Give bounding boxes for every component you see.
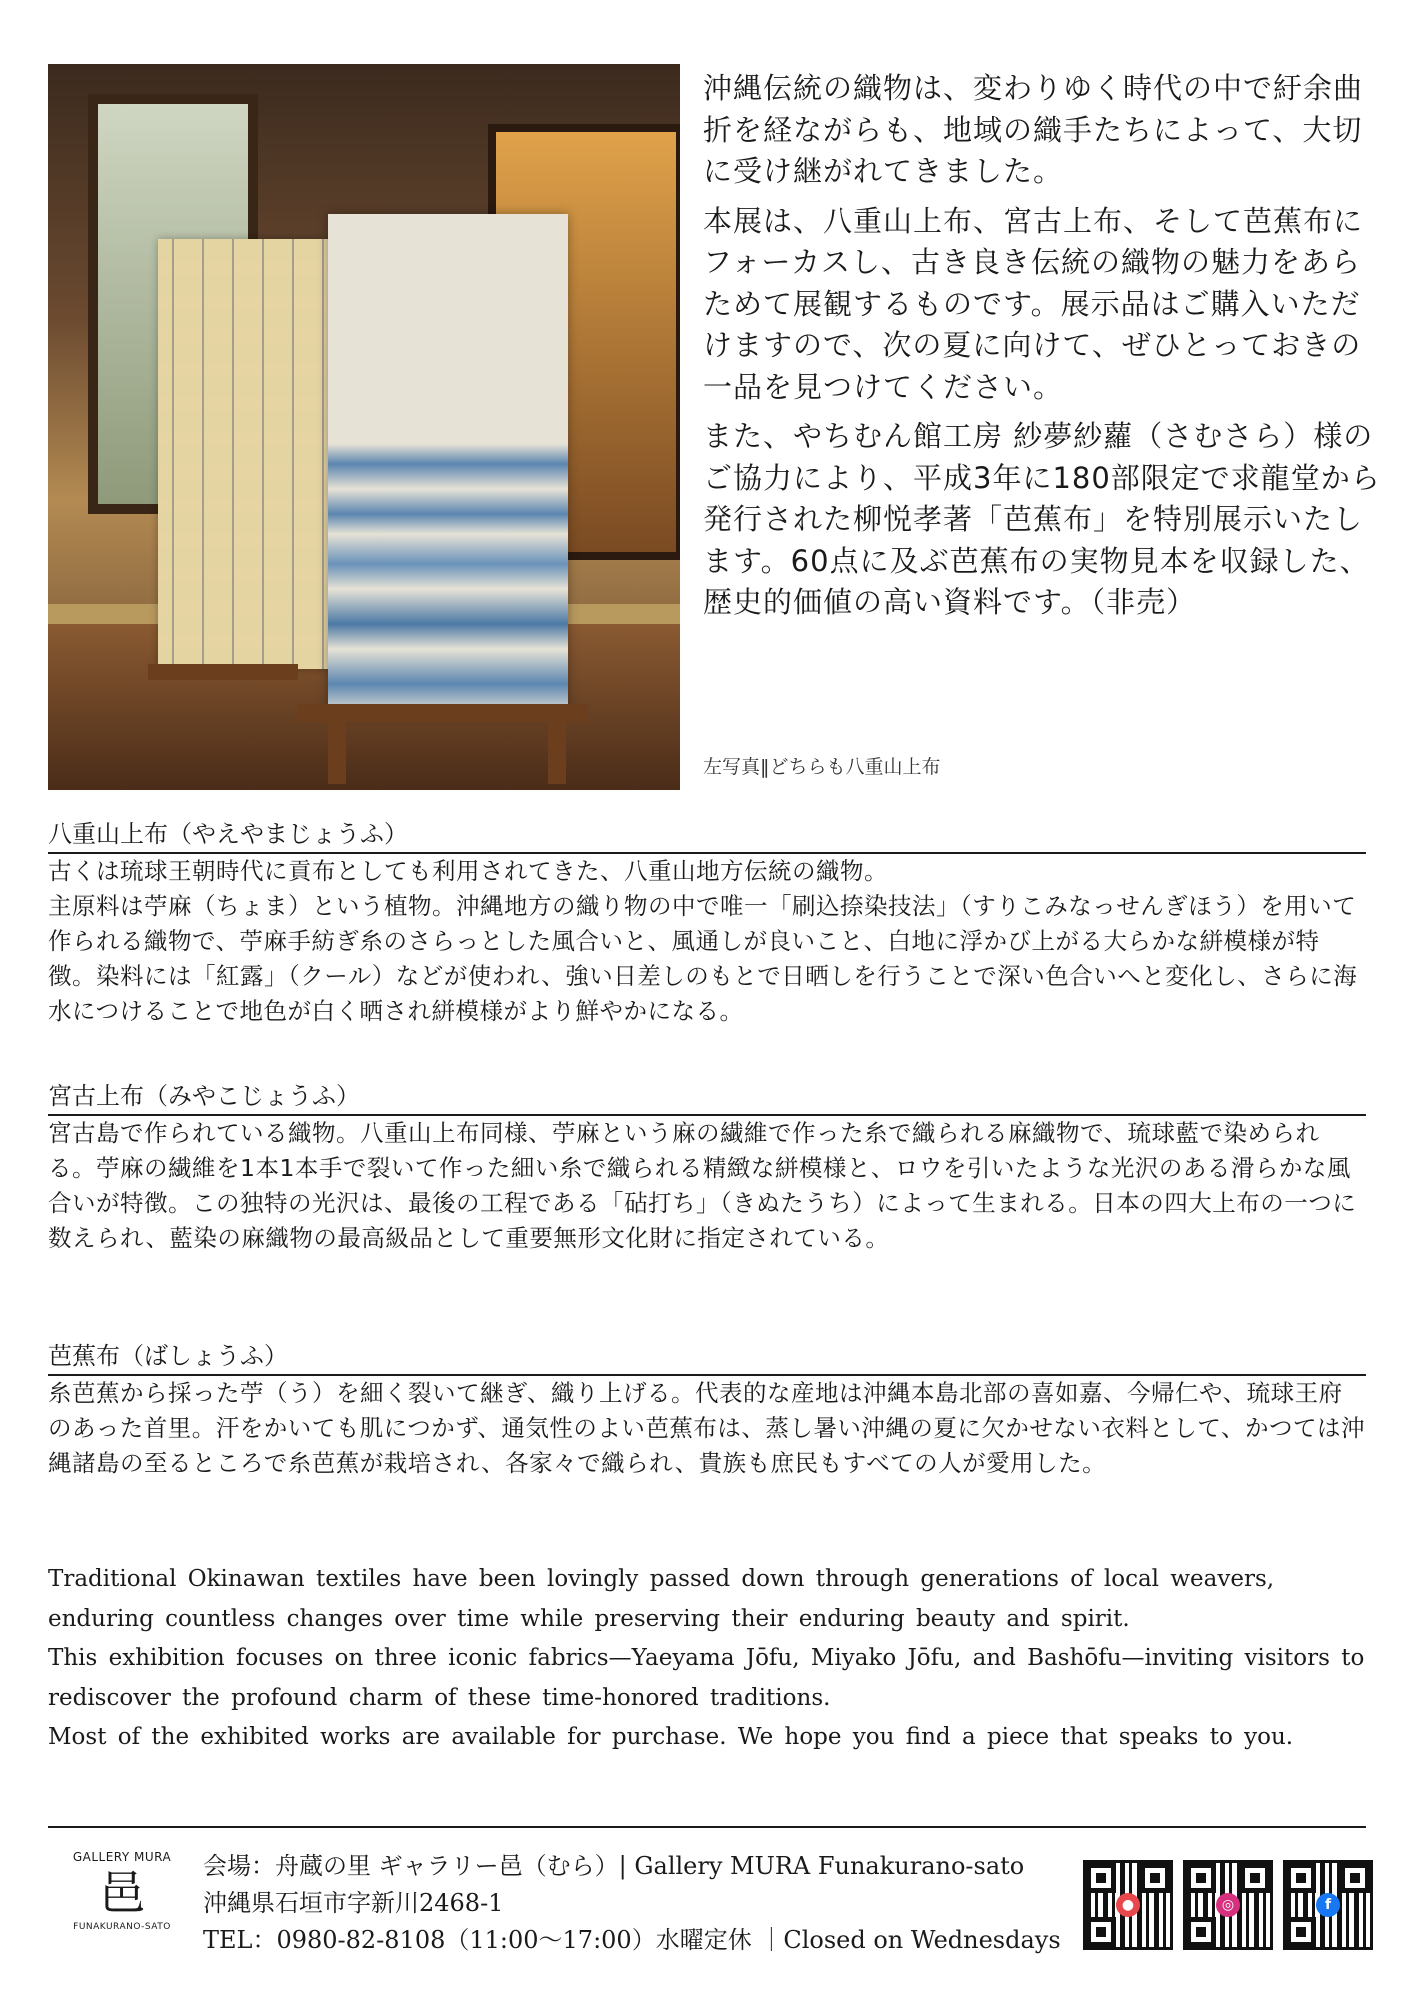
english-text [48,1560,1366,1758]
facebook-icon: f [1316,1893,1340,1917]
exhibition-photo [48,64,680,790]
qr-finder [1186,1863,1216,1893]
section-bashofu [48,1340,1366,1481]
english-paragraph-1: Traditional Okinawan textiles have been lovingly passed down through generations of local weavers, enduring countless changes over time while preserving their enduring beauty and spirit. [48,1566,1275,1632]
photo-caption: 左写真‖どちらも八重山上布 [703,756,941,778]
qr-finder [1140,1863,1170,1893]
venue-info [203,1848,1061,1959]
gallery-logo [62,1850,182,1950]
section-miyako [48,1080,1366,1256]
stand-leg [328,714,346,784]
logo-kanji: 邑 [99,1866,145,1920]
section-yaeyama [48,818,1366,1029]
venue-address: 沖縄県石垣市字新川2468-1 [203,1889,504,1917]
english-paragraph-3: Most of the exhibited works are available for purchase. We hope you find a piece that speaks to you. [48,1724,1294,1750]
qr-code-map[interactable] [1083,1860,1173,1950]
instagram-icon: ◎ [1216,1893,1240,1917]
intro-text [703,68,1383,632]
map-pin-icon: ● [1116,1893,1140,1917]
section-line: 糸芭蕉から採った苧（う）を細く裂いて継ぎ、織り上げる。代表的な産地は沖縄本島北部の喜如嘉、今帰仁や、琉球王府のあった首里。汗をかいても肌につかず、通気性のよい芭蕉布は、蒸し暑い沖縄の夏に欠かせない衣料として、かつては沖縄諸島の至るところで糸芭蕉が栽培され、各家々で織られ、貴族も庶民もすべての人が愛用した。 [48,1379,1365,1477]
qr-code-facebook[interactable] [1283,1860,1373,1950]
qr-finder [1086,1863,1116,1893]
venue-tel: TEL：0980-82-8108（11:00〜17:00）水曜定休 ｜Closed on Wednesdays [203,1926,1061,1954]
stand-leg [548,714,566,784]
logo-bottom-text: FUNAKURANO-SATO [73,1922,171,1932]
intro-paragraph-1: 沖縄伝統の織物は、変わりゆく時代の中で紆余曲折を経ながらも、地域の織手たちによって、大切に受け継がれてきました。 [703,71,1364,188]
english-paragraph-2: This exhibition focuses on three iconic fabrics—Yaeyama Jōfu, Miyako Jōfu, and Bashōfu—inviting visitors to rediscover the profound charm of these time-honored traditions. [48,1645,1365,1711]
qr-finder [1086,1917,1116,1947]
logo-top-text: GALLERY MURA [72,1850,172,1864]
section-body [48,1116,1366,1256]
qr-code-instagram[interactable] [1183,1860,1273,1950]
qr-finder [1286,1863,1316,1893]
section-title: 芭蕉布（ばしょうふ） [48,1340,1366,1376]
qr-finder [1286,1917,1316,1947]
venue-name: 会場：舟蔵の里 ギャラリー邑（むら）| Gallery MURA Funakurano-sato [203,1852,1025,1880]
section-body [48,1376,1366,1481]
section-body [48,854,1366,1029]
section-line: 宮古島で作られている織物。八重山上布同様、苧麻という麻の繊維で作った糸で織られる麻織物で、琉球藍で染められる。苧麻の繊維を1本1本手で裂いて作った細い糸で織られる精緻な絣模様と、ロウを引いたような光沢のある滑らかな風合いが特徴。この独特の光沢は、最後の工程である「砧打ち」（きぬたうち）によって生まれる。日本の四大上布の一つに数えられ、藍染の麻織物の最高級品として重要無形文化財に指定されている。 [48,1119,1357,1252]
section-title: 八重山上布（やえやまじょうふ） [48,818,1366,854]
section-title: 宮古上布（みやこじょうふ） [48,1080,1366,1116]
qr-finder [1240,1863,1270,1893]
textile-blue [328,214,568,714]
footer-divider [48,1826,1366,1828]
section-line: 主原料は苧麻（ちょま）という植物。沖縄地方の織り物の中で唯一「刷込捺染技法」（すりこみなっせんぎほう）を用いて作られる織物で、苧麻手紡ぎ糸のさらっとした風合いと、風通しが良いこと、白地に浮かび上がる大らかな絣模様が特徴。染料には「紅露」（クール）などが使われ、強い日差しのもとで日晒しを行うことで深い色合いへと変化し、さらに海水につけることで地色が白く晒され絣模様がより鮮やかになる。 [48,892,1358,1025]
intro-paragraph-3: また、やちむん館工房 紗夢紗蘿（さむさら）様のご協力により、平成3年に180部限定で求龍堂から発行された柳悦孝著「芭蕉布」を特別展示いたします。60点に及ぶ芭蕉布の実物見本を収録した、歴史的価値の高い資料です。（非売） [703,419,1381,619]
stand-bar [148,664,298,680]
qr-finder [1340,1863,1370,1893]
qr-finder [1186,1917,1216,1947]
intro-paragraph-2: 本展は、八重山上布、宮古上布、そして芭蕉布にフォーカスし、古き良き伝統の織物の魅力をあらためて展観するものです。展示品はご購入いただけますので、次の夏に向けて、ぜひとっておきの一品を見つけてください。 [703,203,1364,404]
section-line: 古くは琉球王朝時代に貢布としても利用されてきた、八重山地方伝統の織物。 [48,857,888,885]
